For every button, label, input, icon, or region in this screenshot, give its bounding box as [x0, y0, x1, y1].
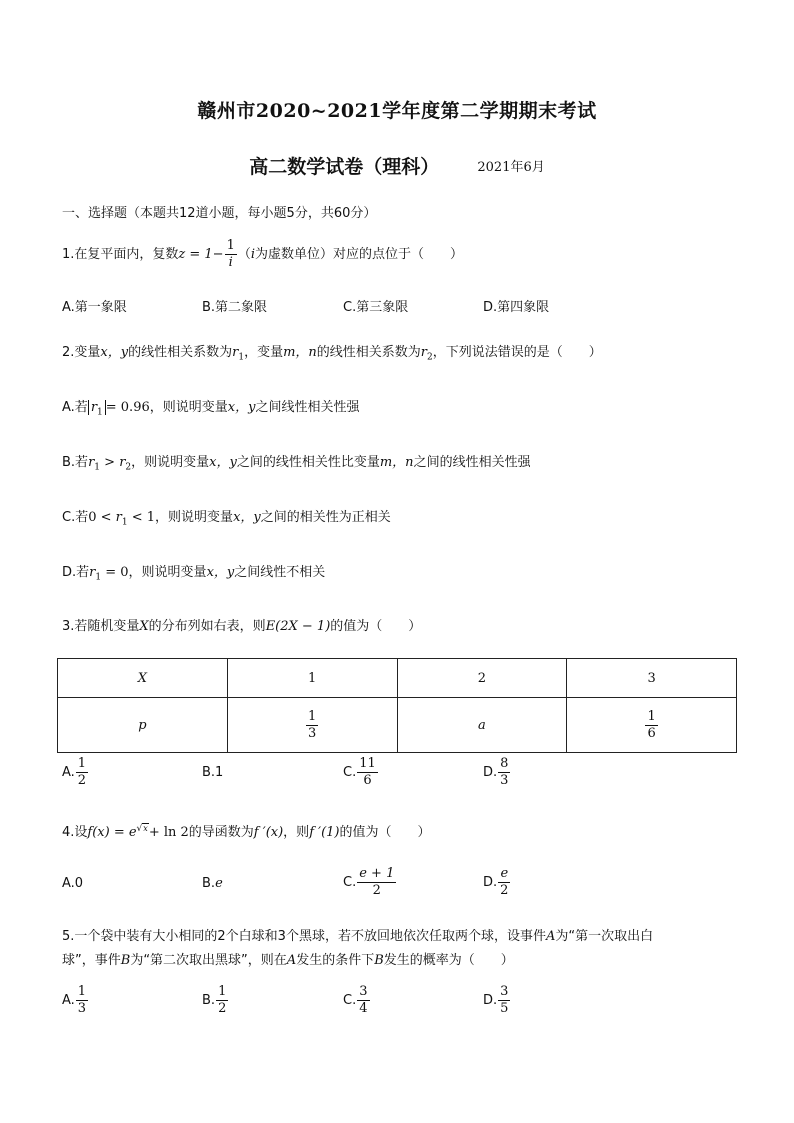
q3-option-d: D. $\frac{8}{3}$ [483, 756, 509, 788]
question-5-line-2: 球”，事件B为“第二次取出黑球”，则在A发生的条件下B发生的概率为（ ） [62, 953, 514, 968]
distribution-table [57, 658, 737, 753]
q2-option-d: D.若$r_1 = 0$，则说明变量x，y之间线性不相关 [62, 565, 326, 583]
q1-option-a: A.第一象限 [62, 300, 127, 315]
table-cell: a [397, 698, 567, 753]
question-4-stem: 4.设$f(x) = e^{√x}+ \ln 2$的导函数为f ′(x)，则f ′(1)的值为（ ） [62, 823, 431, 840]
subtitle-row [0, 152, 794, 179]
exam-date: 2021年6月 [477, 160, 545, 175]
exam-subtitle: 高二数学试卷（理科） [249, 156, 440, 178]
q3-option-a: A. $\frac{1}{2}$ [62, 756, 87, 788]
q4-option-c: C. $\frac{e + 1}{2}$ [343, 866, 395, 898]
table-cell: 3 [567, 659, 737, 698]
q4-option-a: A.0 [62, 876, 84, 891]
table-cell-header-x: X [58, 659, 228, 698]
q2-option-a: A.若 $r_1 = 0.96$，则说明变量x，y之间线性相关性强 [62, 400, 360, 418]
q1-option-b: B.第二象限 [202, 300, 268, 315]
table-cell-header-p: p [58, 698, 228, 753]
question-5-line-1: 5.一个袋中装有大小相同的2个白球和3个黑球，若不放回地依次任取两个球，设事件A为“第一次取出白 [62, 929, 654, 944]
q5-option-a: A. $\frac{1}{3}$ [62, 984, 87, 1016]
exam-title: 赣州市2020~2021学年度第二学期期末考试 [197, 100, 597, 122]
question-1-stem: 1.在复平面内，复数z = 1− $\frac{1}{i}$ （i为虚数单位）对应的点位于（ ） [62, 238, 464, 270]
q2-option-b: B.若$r_1 > r_2$，则说明变量x，y之间的线性相关性比变量m，n之间的线性相关性强 [62, 455, 531, 473]
section-heading: 一、选择题（本题共12道小题，每小题5分，共60分） [62, 206, 377, 221]
q2-option-c: C.若$0 < r_1 < 1$，则说明变量x，y之间的相关性为正相关 [62, 510, 391, 528]
q5-option-b: B. $\frac{1}{2}$ [202, 984, 227, 1016]
table-cell: $\frac{1}{6}$ [567, 698, 737, 753]
table-row [58, 659, 737, 698]
table-cell: 2 [397, 659, 567, 698]
question-3-stem: 3.若随机变量X的分布列如右表，则E(2X − 1)的值为（ ） [62, 619, 422, 634]
table-cell: 1 [227, 659, 397, 698]
q5-option-c: C. $\frac{3}{4}$ [343, 984, 368, 1016]
q5-option-d: D. $\frac{3}{5}$ [483, 984, 509, 1016]
q4-option-b: B.e [202, 876, 223, 891]
question-2-stem: 2.变量x，y的线性相关系数为$r_1$，变量m，n的线性相关系数为$r_2$，下列说法错误的是（ ） [62, 345, 602, 363]
fraction-1-over-i: $\frac{1}{i}$ [226, 238, 235, 270]
q3-option-c: C. $\frac{11}{6}$ [343, 756, 376, 788]
q1-option-c: C.第三象限 [343, 300, 409, 315]
table-cell: $\frac{1}{3}$ [227, 698, 397, 753]
table-row [58, 698, 737, 753]
q1-option-d: D.第四象限 [483, 300, 550, 315]
q3-option-b: B.1 [202, 765, 224, 780]
q4-option-d: D. $\frac{e}{2}$ [483, 866, 509, 898]
